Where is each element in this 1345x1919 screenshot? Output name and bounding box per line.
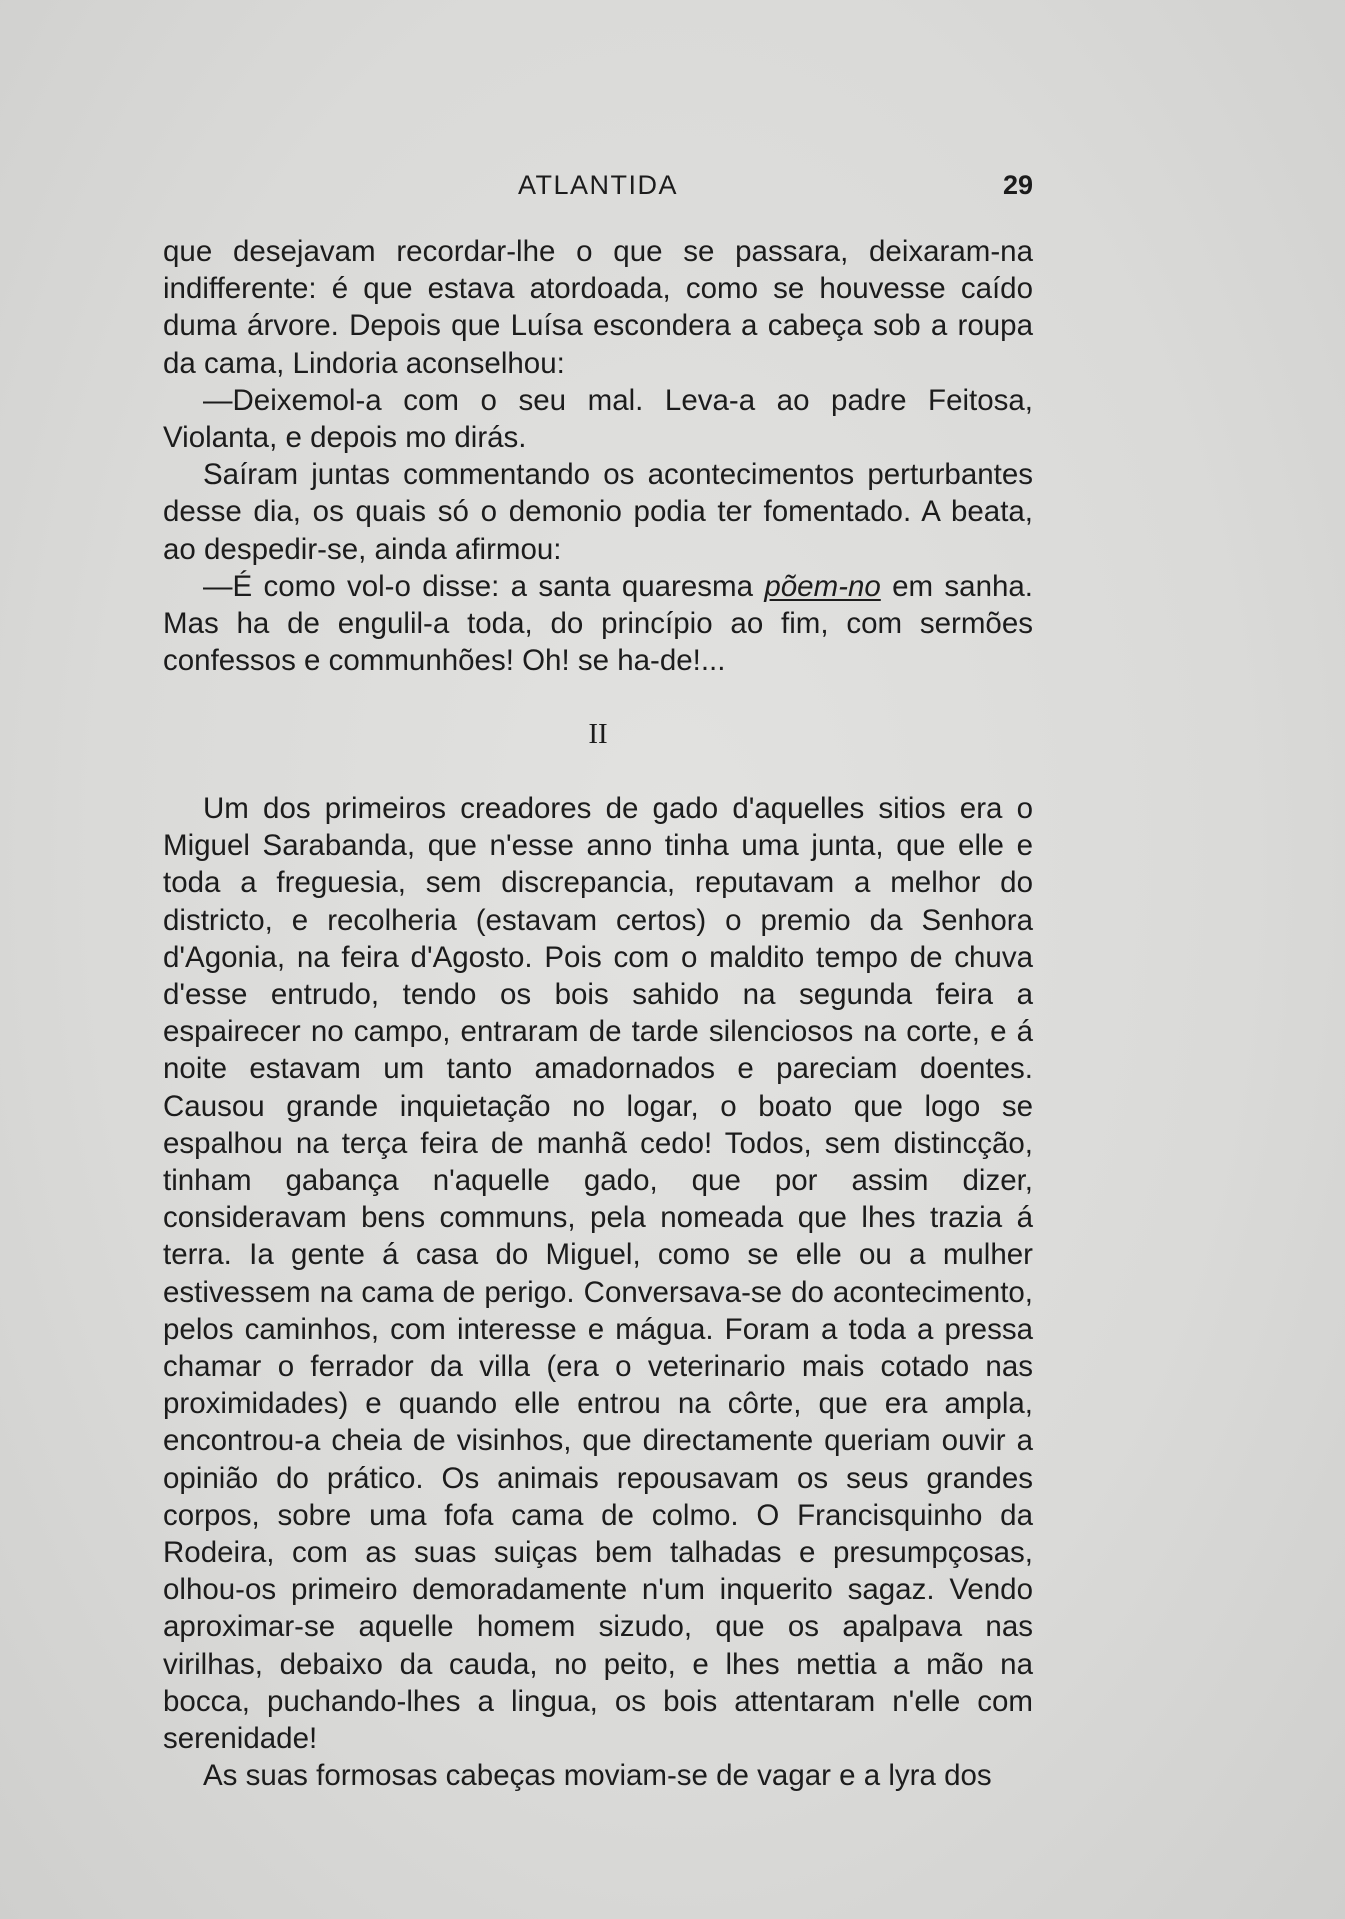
running-head (163, 170, 1033, 210)
section-two-text (163, 790, 1033, 1794)
paragraph: Saíram juntas commentando os acontecimentos perturbantes desse dia, os quais só o demonio podia ter fomentado. A beata, ao despedir-se, ainda afirmou: (163, 458, 1033, 566)
running-title: ATLANTIDA (517, 170, 679, 200)
paragraph: Um dos primeiros creadores de gado d'aquelles sitios era o Miguel Sarabanda, que n'esse anno tinha uma junta, que elle e toda a freguesia, sem discrepancia, reputavam a melhor do districto, e recolheria (estavam certos) o premio da Senhora d'Agonia, na feira d'Agosto. Pois com o maldito tempo de chuva d'esse entrudo, tendo os bois sahido na segunda feira a espairecer no campo, entraram de tarde silenciosos na corte, e á noite estavam um tanto amadornados e pareciam doentes. Causou grande inquietação no logar, o boato que logo se espalhou na terça feira de manhã cedo! Todos, sem distincção, tinham gabança n'aquelle gado, que por assim dizer, consideravam bens communs, pela nomeada que lhes trazia á terra. Ia gente á casa do Miguel, como se elle ou a mulher estivessem na cama de perigo. Conversava-se do acontecimento, pelos caminhos, com interesse e mágua. Foram a toda a pressa chamar o ferrador da villa (era o veterinario mais cotado nas proximidades) e quando elle entrou na côrte, que era ampla, encontrou-a cheia de visinhos, que directamente queriam ouvir a opinião do prático. Os animais repousavam os seus grandes corpos, sobre uma fofa cama de colmo. O Francisquinho da Rodeira, com as suas suiças bem talhadas e presumpçosas, olhou-os primeiro demoradamente n'um inquerito sagaz. Vendo aproximar-se aquelle homem sizudo, que os apalpava nas virilhas, debaixo da cauda, no peito, e lhes mettia a mão na bocca, puchando-lhes a lingua, os bois attentaram n'elle com serenidade! (163, 792, 1033, 1756)
dialogue-paragraph: —Deixemol-a com o seu mal. Leva-a ao padre Feitosa, Violanta, e depois mo dirás. (163, 383, 1033, 455)
dialogue-paragraph (163, 568, 1033, 680)
emphasized-word: põem-no (764, 569, 881, 603)
chapter-number: II (588, 718, 608, 750)
paragraph: que desejavam recordar-lhe o que se passara, deixaram-na indifferente: é que estava atordoada, como se houvesse caído duma árvore. Depois que Luísa escondera a cabeça sob a roupa da cama, Lindoria aconselhou: (163, 235, 1033, 380)
page-number: 29 (1002, 170, 1033, 200)
dialogue-text: —É como vol-o disse: a santa quaresma (203, 569, 765, 603)
paragraph: As suas formosas cabeças moviam-se de vagar e a lyra dos (203, 1759, 992, 1793)
section-one-text (163, 233, 1033, 679)
dialogue-text: em sanha. Mas ha de engulil-a toda, do princípio ao fim, com sermões confessos e communhões! Oh! se ha-de!... (163, 569, 1033, 678)
